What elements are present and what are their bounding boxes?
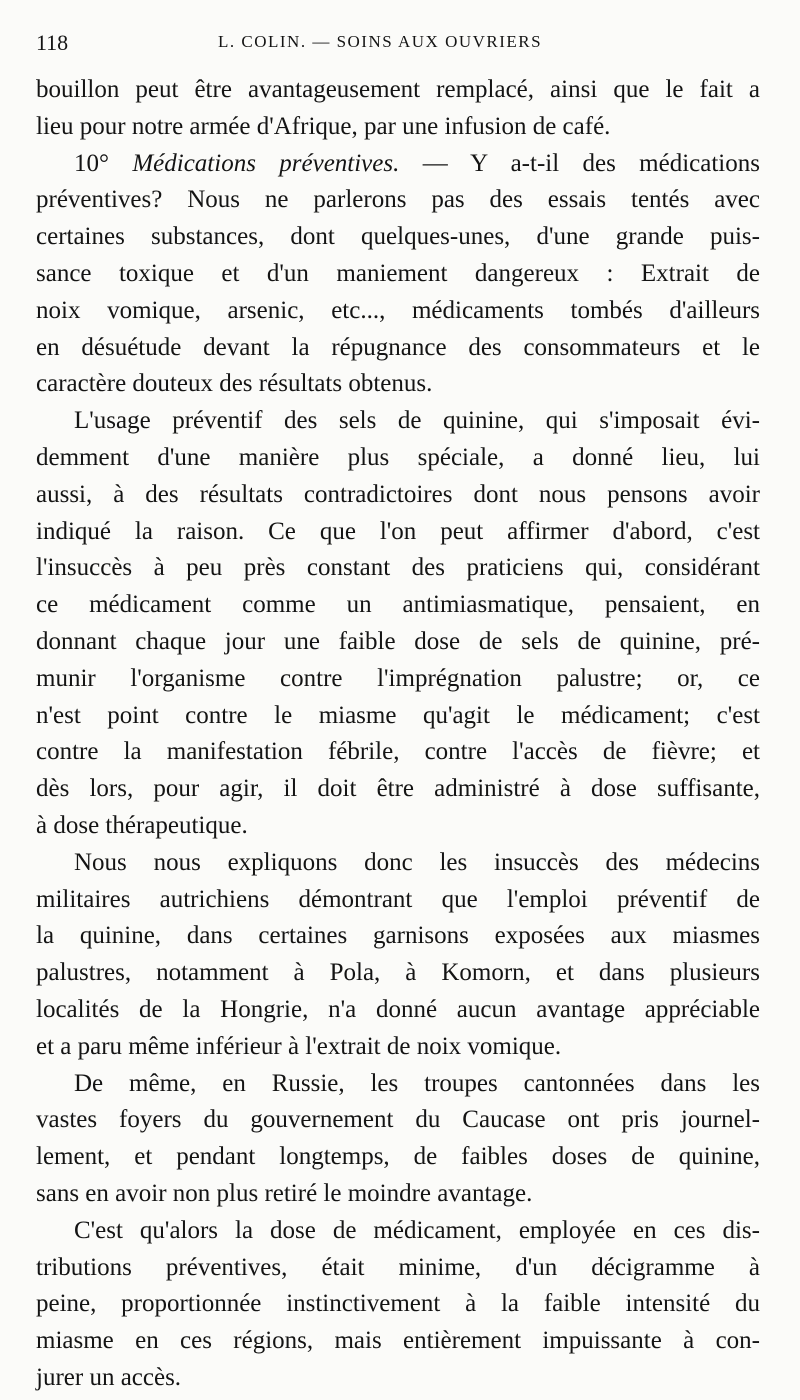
text-line: noix vomique, arsenic, etc..., médicaments tombés d'ailleurs (36, 296, 760, 324)
text-line: indiqué la raison. Ce que l'on peut affirmer d'abord, c'est (36, 517, 760, 545)
page-header (36, 30, 756, 62)
text-line: sance toxique et d'un maniement dangereux : Extrait de (36, 259, 760, 287)
text-line: vastes foyers du gouvernement du Caucase ont pris journel- (36, 1106, 760, 1134)
text-line: lieu pour notre armée d'Afrique, par une infusion de café. (36, 112, 611, 140)
section-heading-line (36, 146, 760, 183)
paragraph-start-line: De même, en Russie, les troupes cantonnées dans les (74, 1069, 760, 1097)
paragraph-start-line: C'est qu'alors la dose de médicament, employée en ces dis- (74, 1216, 760, 1244)
section-title: Médications préventives. (132, 149, 400, 177)
text-line: lement, et pendant longtemps, de faibles doses de quinine, (36, 1143, 760, 1171)
section-number: 10° (74, 149, 109, 177)
text-line: donnant chaque jour une faible dose de sels de quinine, pré- (36, 627, 760, 655)
text-line: jurer un accès. (36, 1363, 182, 1391)
text-line: demment d'une manière plus spéciale, a donné lieu, lui (36, 443, 760, 471)
page-number: 118 (36, 30, 69, 55)
text-line: contre la manifestation fébrile, contre l'accès de fièvre; et (36, 738, 760, 766)
text-line: n'est point contre le miasme qu'agit le médicament; c'est (36, 701, 760, 729)
text-line: miasme en ces régions, mais entièrement impuissante à con- (36, 1327, 760, 1355)
text-line: sans en avoir non plus retiré le moindre avantage. (36, 1179, 533, 1207)
text-line: munir l'organisme contre l'imprégnation palustre; or, ce (36, 664, 760, 692)
paragraph-start-line: Nous nous expliquons donc les insuccès des médecins (74, 848, 760, 876)
section-heading-rest: — Y a-t-il des médications (422, 149, 760, 177)
text-line: aussi, à des résultats contradictoires dont nous pensons avoir (36, 480, 760, 508)
text-line: tributions préventives, était minime, d'un décigramme à (36, 1253, 760, 1281)
text-line: préventives? Nous ne parlerons pas des essais tentés avec (36, 186, 760, 214)
text-line: dès lors, pour agir, il doit être administré à dose suffisante, (36, 775, 760, 803)
running-head: L. COLIN. — SOINS AUX OUVRIERS (218, 32, 543, 51)
text-line: en désuétude devant la répugnance des consommateurs et le (36, 333, 760, 361)
text-line: et a paru même inférieur à l'extrait de noix vomique. (36, 1032, 562, 1060)
text-line: caractère douteux des résultats obtenus. (36, 370, 433, 398)
text-line: localités de la Hongrie, n'a donné aucun avantage appréciable (36, 995, 760, 1023)
text-line: militaires autrichiens démontrant que l'emploi préventif de (36, 885, 760, 913)
paragraph-start-line: L'usage préventif des sels de quinine, qui s'imposait évi- (74, 407, 760, 435)
text-line: ce médicament comme un antimiasmatique, pensaient, en (36, 591, 760, 619)
text-line: certaines substances, dont quelques-unes, d'une grande puis- (36, 223, 760, 251)
text-line: peine, proportionnée instinctivement à la faible intensité du (36, 1290, 760, 1318)
text-line: la quinine, dans certaines garnisons exposées aux miasmes (36, 922, 760, 950)
text-line: palustres, notamment à Pola, à Komorn, et dans plusieurs (36, 959, 760, 987)
body-text (36, 72, 760, 1397)
text-line: à dose thérapeutique. (36, 811, 248, 839)
text-line: l'insuccès à peu près constant des praticiens qui, considérant (36, 554, 760, 582)
text-line: bouillon peut être avantageusement remplacé, ainsi que le fait a (36, 76, 760, 103)
